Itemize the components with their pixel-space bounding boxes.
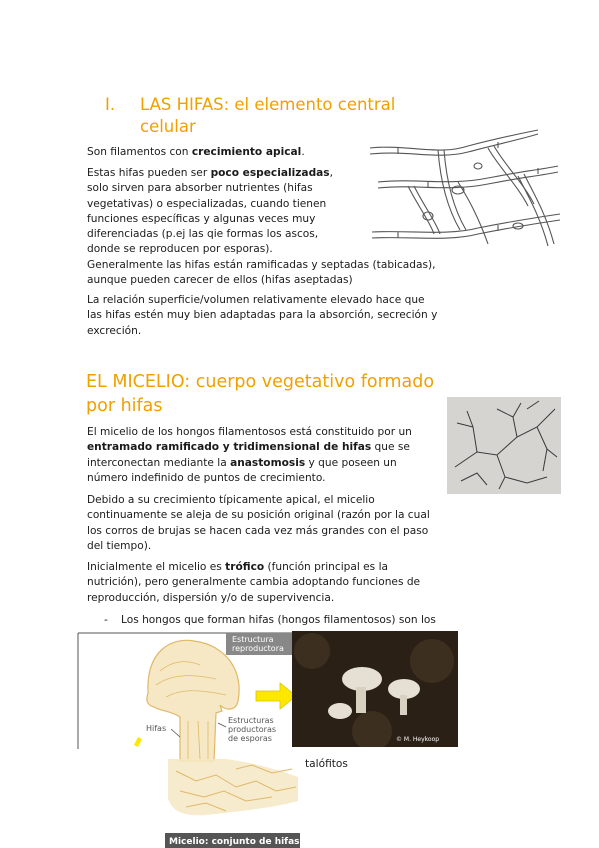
section2-paragraph-3: Inicialmente el micelio es trófico (función principal es la nutrición), pero generalmente cambia adoptando funciones de reproducción, dispersión y/o de supervivencia.	[87, 561, 421, 604]
label-estructuras-l1: Estructuras	[228, 716, 274, 725]
section1-paragraph-1: Son filamentos con crecimiento apical.	[87, 146, 305, 158]
bullet-text-1: Los hongos que forman hifas (hongos filamentosos) son los	[121, 614, 436, 626]
section2-paragraph-2: Debido a su crecimiento típicamente apical, el micelio continuamente se aleja de su posición original (razón por la cual los corros de brujas se hacen cada vez más grandes con el paso del tiempo).	[87, 494, 430, 552]
mycelium-branching-photo	[447, 397, 561, 494]
label-estructura-l2: reproductora	[232, 644, 284, 653]
section1-title-line2: celular	[140, 117, 196, 136]
section1-paragraph-3: La relación superficie/volumen relativamente elevado hace que las hifas estén muy bien adaptadas para la absorción, secreción y excreción.	[87, 294, 438, 337]
bullet-tail-text: talófitos	[305, 758, 348, 770]
mushroom-diagram	[76, 631, 300, 848]
label-estructuras-l2: productoras	[228, 725, 277, 734]
label-estructuras-l3: de esporas	[228, 734, 272, 743]
photo-credit: © M. Heykoop	[396, 736, 440, 743]
bullet-dash-1: -	[104, 614, 108, 626]
section2-paragraph-1: El micelio de los hongos filamentosos está constituido por un entramado ramificado y tridimensional de hifas que se interconectan mediante la anastomosis y que poseen un número indefinido de puntos de crecimiento.	[87, 426, 412, 484]
hyphae-sketch-illustration	[368, 126, 564, 258]
section2-title-line1: EL MICELIO: cuerpo vegetativo formado	[86, 372, 435, 392]
section2-title-line2: por hifas	[86, 396, 163, 416]
fruiting-body-figure	[76, 631, 300, 848]
section1-paragraph-2: Estas hifas pueden ser poco especializadas, solo sirven para absorber nutrientes (hifas vegetativas) o especializadas, cuando tienen funciones específicas y algunas veces muy diferenciadas (p.ej las qie formas los ascos, donde se reproducen por esporas). Generalmente las hifas están ramificadas y septadas (tabicadas), aunque pueden carecer de ellos (hifas aseptadas)	[87, 167, 436, 287]
mushroom-photo	[292, 631, 458, 747]
label-estructura-l1: Estructura	[232, 635, 274, 644]
figure-caption: Micelio: conjunto de hifas	[169, 837, 300, 847]
label-hifas: Hifas	[146, 724, 167, 733]
section1-number: I.	[105, 95, 116, 114]
section1-title-line1: LAS HIFAS: el elemento central	[140, 95, 396, 114]
